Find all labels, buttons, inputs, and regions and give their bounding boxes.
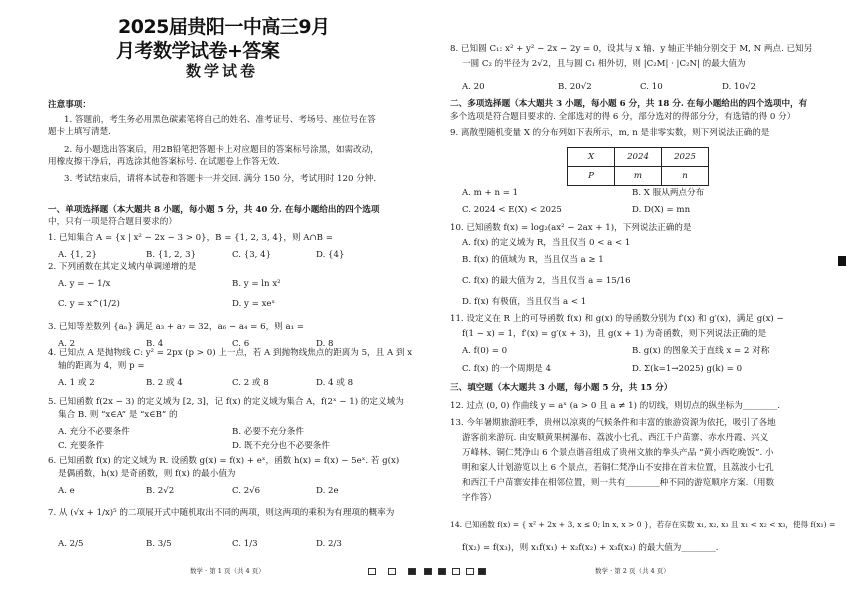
q14-line: f(x₂) = f(x₃)，则 x₁f(x₁) + x₂f(x₂) + x₃f(x₃) 的最大值为________.: [462, 543, 719, 553]
question-option: B. 4: [146, 339, 164, 349]
question-option: B. 2√2: [146, 486, 175, 496]
question-stem: 是偶函数，h(x) 是奇函数，则 f(x) 的最小值为: [58, 469, 236, 479]
question-option: C. y = x^(1/2): [58, 299, 120, 309]
question-stem: 3. 已知等差数列 {aₙ} 满足 a₃ + a₇ = 32，a₆ − a₄ = 6，则 a₁ =: [48, 322, 305, 332]
question-option: B. {1, 2, 3}: [146, 250, 197, 260]
question-option: A. 充分不必要条件: [58, 427, 130, 437]
q12-stem: 12. 过点 (0, 0) 作曲线 y = aˣ (a > 0 且 a ≠ 1) 的切线，则切点的纵坐标为________.: [450, 401, 780, 411]
page-marker: [466, 568, 474, 575]
page-marker: [438, 568, 446, 575]
q11-option: C. f(x) 的一个周期是 4: [462, 364, 551, 374]
notice-line: 题卡上填写清楚.: [48, 127, 111, 137]
section-heading: 二、多项选择题（本大题共 3 小题，每小题 6 分，共 18 分. 在每小题给出的四个选项中，有: [450, 99, 808, 109]
question-stem: 集合 B. 则 “x∈A” 是 “x∈B” 的: [58, 410, 178, 420]
question-option: A. 2: [58, 339, 76, 349]
page-right: [440, 0, 860, 609]
q13-line: 和西江千户苗寨安排在相邻位置，则一共有________种不同的游览顺序方案.（用数: [462, 478, 775, 488]
notice-line: 2. 每小题选出答案后，用2B铅笔把答题卡上对应题目的答案标号涂黑，如需改动，: [64, 145, 379, 155]
section-heading-cont: 中，只有一项是符合题目要求的）: [48, 217, 177, 227]
question-option: A. y = − 1/x: [58, 279, 111, 289]
question-stem: 4. 已知点 A 是抛物线 C: y² = 2px (p > 0) 上一点，若 A 到抛物线焦点的距离为 5，且 A 到 x: [48, 348, 413, 358]
section-heading: 三、填空题（本大题共 3 小题，每小题 5 分，共 15 分）: [450, 383, 673, 393]
question-option: A. {1, 2}: [58, 250, 98, 260]
table-header-cell: 2024: [615, 148, 662, 167]
q9-option: D. D(X) = mn: [632, 205, 691, 215]
binding-mark: [838, 256, 846, 266]
question-option: A. 2/5: [58, 539, 84, 549]
question-option: A. e: [58, 486, 75, 496]
q10-option: B. f(x) 的值域为 R，当且仅当 a ≥ 1: [462, 255, 604, 265]
q10-option: A. f(x) 的定义域为 R，当且仅当 0 < a < 1: [462, 238, 631, 248]
question-option: C. 2√6: [232, 486, 261, 496]
question-option: C. 6: [232, 339, 250, 349]
page-marker: [478, 568, 486, 575]
distribution-table: [567, 147, 709, 186]
watermark-title-line1: 2025届贵阳一中高三9月: [118, 16, 330, 38]
q13-line: 游客前来游玩. 由安顺黄果树瀑布、荔波小七孔、西江千户苗寨、赤水丹霞、兴义: [462, 433, 769, 443]
question-option: A. 1 或 2: [58, 378, 95, 388]
q8-option: A. 20: [462, 82, 485, 92]
q10-stem: 10. 已知函数 f(x) = log₂(ax² − 2ax + 1)，下列说法正确的是: [450, 223, 692, 233]
q13-line: 字作答）: [462, 493, 497, 503]
question-option: D. 4 或 8: [316, 378, 354, 388]
question-option: C. 1/3: [232, 539, 258, 549]
q9-option: C. 2024 < E(X) < 2025: [462, 205, 562, 215]
page-footer: 数学 · 第 1 页（共 4 页）: [190, 567, 265, 575]
q10-option: D. f(x) 有极值，当且仅当 a < 1: [462, 297, 587, 307]
question-option: B. 2 或 4: [146, 378, 183, 388]
table-cell: P: [568, 167, 615, 186]
question-option: D. 2/3: [316, 539, 342, 549]
q11-line: 11. 设定义在 R 上的可导函数 f(x) 和 g(x) 的导函数分别为 f′(x) 和 g′(x)，满足 g(x) −: [450, 314, 784, 324]
notice-line: 3. 考试结束后，请将本试卷和答题卡一并交回. 满分 150 分，考试用时 120 分钟.: [64, 174, 377, 184]
page-marker: [368, 568, 376, 575]
section-heading-cont: 多个选项是符合题目要求的. 全部选对的得 6 分，部分选对的得部分分，有选错的得 0 分）: [450, 112, 796, 122]
notice-heading: 注意事项：: [48, 100, 91, 110]
question-option: B. 必要不充分条件: [232, 427, 304, 437]
question-option: B. y = ln x²: [232, 279, 281, 289]
table-header-cell: 2025: [662, 148, 709, 167]
q11-option: A. f(0) = 0: [462, 346, 508, 356]
notice-line: 用橡皮擦干净后，再选涂其他答案标号. 在试题卷上作答无效.: [48, 157, 280, 167]
q13-line: 明和家人计划游览以上 6 个景点，若铜仁梵净山不安排在首末位置，且荔波小七孔: [462, 463, 774, 473]
question-option: D. 2e: [316, 486, 339, 496]
q9-stem: 9. 离散型随机变量 X 的分布列如下表所示，m, n 是非零实数，则下列说法正确的是: [450, 128, 770, 138]
question-option: C. 2 或 8: [232, 378, 269, 388]
notice-line: 1. 答题前，考生务必用黑色碳素笔将自己的姓名、准考证号、考场号、座位号在答: [64, 115, 376, 125]
q8-option: C. 10: [640, 82, 663, 92]
question-option: C. {3, 4}: [232, 250, 272, 260]
question-option: D. 既不充分也不必要条件: [232, 441, 330, 451]
paper-subject-title: 数学试卷: [186, 62, 259, 80]
page-footer: 数学 · 第 2 页（共 4 页）: [595, 567, 670, 575]
question-stem: 6. 已知函数 f(x) 的定义域为 R. 设函数 g(x) = f(x) + eˣ，函数 h(x) = f(x) − 5eˣ. 若 g(x): [48, 456, 400, 466]
q13-line: 13. 今年暑期旅游旺季，贵州以凉爽的气候条件和丰富的旅游资源为依托，吸引了各地: [450, 418, 776, 428]
page-marker: [388, 568, 396, 575]
question-option: D. {4}: [316, 250, 345, 260]
q8-option: D. 10√2: [722, 82, 756, 92]
q9-option: B. X 服从两点分布: [632, 188, 705, 198]
section-heading: 一、单项选择题（本大题共 8 小题，每小题 5 分，共 40 分. 在每小题给出的四个选项: [48, 205, 380, 215]
page-marker: [452, 568, 460, 575]
page-marker: [408, 568, 416, 575]
q11-line: f(1 − x) = 1，f′(x) = g′(x + 3)，且 g(x + 1) 为奇函数，则下列说法正确的是: [462, 329, 767, 339]
q13-line: 万峰林、铜仁梵净山 6 个景点谐音组成了贵州文旅的拳头产品 “黄小西吃晚饭”. 小: [462, 448, 774, 458]
table-cell: m: [615, 167, 662, 186]
q10-option: C. f(x) 的最大值为 2，当且仅当 a = 15/16: [462, 276, 631, 286]
question-option: B. 3/5: [146, 539, 172, 549]
question-stem: 7. 从 (√x + 1/x)⁵ 的二项展开式中随机取出不同的两项，则这两项的乘积为有理项的概率为: [48, 508, 395, 518]
page-marker: [424, 568, 432, 575]
watermark-title-line2: 月考数学试卷+答案: [116, 40, 280, 62]
q14-line: 14. 已知函数 f(x) = { x² + 2x + 3, x ≤ 0; ln x, x > 0 }，若存在实数 x₁, x₂, x₃ 且 x₁ < x₂ < x₃，使得 f(x₁) =: [450, 520, 836, 529]
question-option: D. y = xeˣ: [232, 299, 276, 309]
question-stem: 轴的距离为 4，则 p =: [58, 361, 145, 371]
q8-option: B. 20√2: [558, 82, 592, 92]
q11-option: D. Σ(k=1→2025) g(k) = 0: [632, 364, 743, 374]
q8-line: 8. 已知圆 C₁: x² + y² − 2x − 2y = 0，设其与 x 轴、y 轴正半轴分别交于 M, N 两点. 已知另: [450, 44, 813, 54]
question-option: D. 8: [316, 339, 334, 349]
q9-option: A. m + n = 1: [462, 188, 519, 198]
q8-line: 一圆 C₂ 的半径为 2√2，且与圆 C₁ 相外切，则 |C₂M| · |C₂N| 的最大值为: [462, 59, 746, 69]
table-cell: n: [662, 167, 709, 186]
question-option: C. 充要条件: [58, 441, 105, 451]
question-stem: 1. 已知集合 A = {x | x² − 2x − 3 > 0}，B = {1, 2, 3, 4}，则 A∩B =: [48, 233, 333, 243]
question-stem: 2. 下列函数在其定义域内单调递增的是: [48, 262, 197, 272]
q11-option: B. g(x) 的图象关于直线 x = 2 对称: [632, 346, 770, 356]
question-stem: 5. 已知函数 f(2x − 3) 的定义域为 [2, 3]，记 f(x) 的定义域为集合 A，f(2ˣ − 1) 的定义域为: [48, 397, 404, 407]
table-header-cell: X: [568, 148, 615, 167]
